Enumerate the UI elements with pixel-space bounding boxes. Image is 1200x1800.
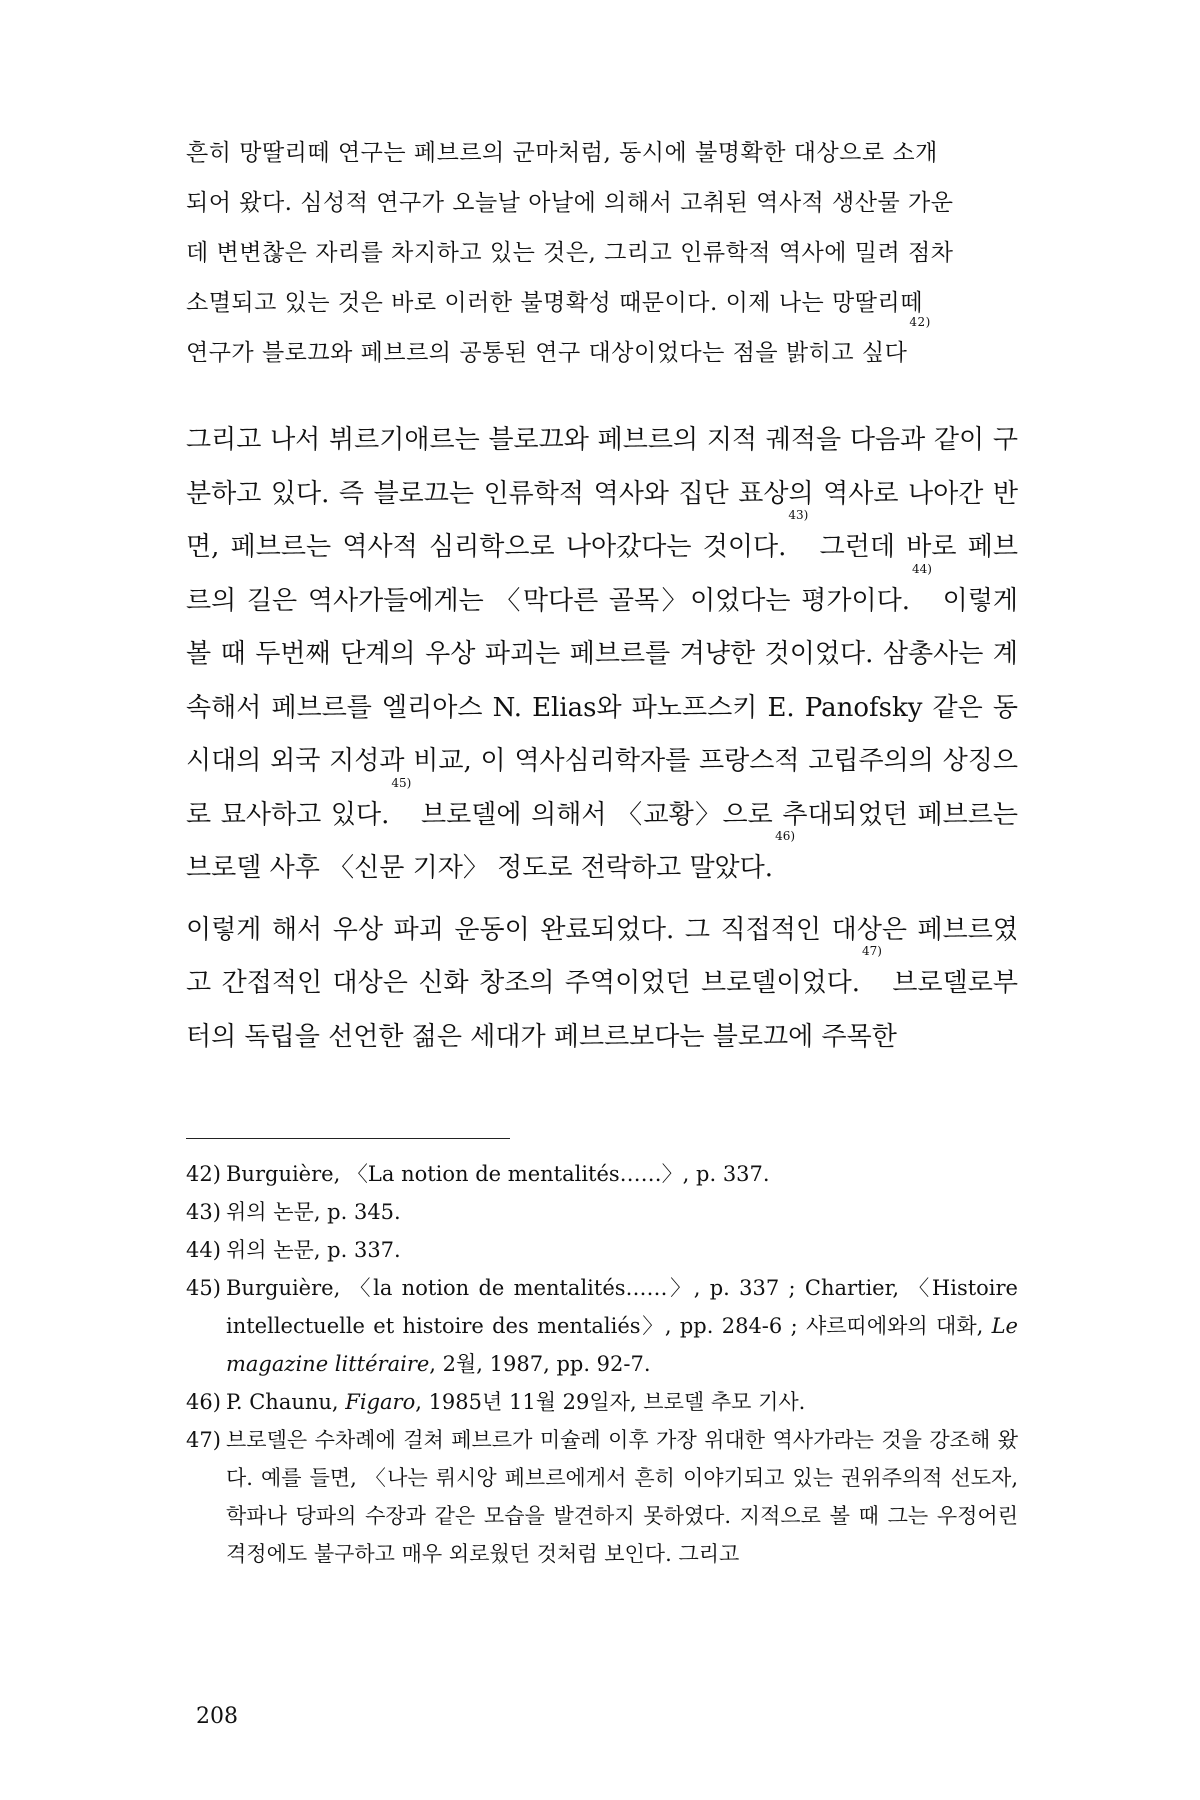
quote-line-text: 연구가 블로끄와 페브르의 공통된 연구 대상이었다는 점을 밝히고 싶다	[186, 340, 908, 366]
quote-line: 흔히 망딸리떼 연구는 페브르의 군마처럼, 동시에 불명확한 대상으로 소개	[186, 140, 938, 166]
footnote-text-part: Burguière, 〈la notion de mentalités……〉, p. 337 ; Chartier, 〈Histoire intellectuelle et histoire des mentaliés〉, pp. 284-6 ; 샤르띠에와의 대화,	[226, 1276, 1018, 1338]
footnote-ref: 45)	[391, 775, 412, 790]
footnote-number: 47)	[186, 1428, 221, 1452]
footnote-number: 42)	[186, 1162, 221, 1186]
footnote-ref: 43)	[788, 508, 809, 522]
paragraph	[186, 414, 1018, 896]
footnotes	[186, 1155, 1018, 1573]
footnote	[186, 1155, 1018, 1193]
footnote-ref: 47)	[861, 944, 882, 958]
quote-line: 되어 왔다. 심성적 연구가 오늘날 아날에 의해서 고취된 역사적 생산물 가운	[186, 190, 954, 216]
paragraph-text: 브로델에 의해서 〈교황〉으로 추대되었던 페브르는 브로델 사후 〈신문 기자〉 정도로 전락하고 말았다.	[186, 799, 1019, 883]
paragraph-text: 그런데 바로 페브르의 길은 역사가들에게는 〈막다른 골목〉이었다는 평가이다.	[186, 532, 1019, 616]
footnote-text: 위의 논문, p. 337.	[226, 1238, 401, 1262]
footnote-divider	[186, 1138, 510, 1139]
paragraph-text: 그리고 나서 뷔르기애르는 블로끄와 페브르의 지적 궤적을 다음과 같이 구분하고 있다. 즉 블로끄는 인류학적 역사와 집단 표상의 역사로 나아간 반면, 페브르는 역사적 심리학으로 나아갔다는 것이다.	[186, 425, 1018, 562]
paragraph-text: 이렇게 해서 우상 파괴 운동이 완료되었다. 그 직접적인 대상은 페브르였고 간접적인 대상은 신화 창조의 주역이었던 브로델이었다.	[186, 914, 1018, 998]
footnote-text-part: , 2월, 1987, pp. 92-7.	[429, 1352, 651, 1376]
publication-title: Figaro	[345, 1390, 416, 1414]
footnote-number: 45)	[186, 1276, 221, 1300]
footnote-text: Burguière, 〈La notion de mentalités……〉, p. 337.	[226, 1162, 770, 1186]
paragraph	[186, 904, 1018, 1065]
footnote-number: 43)	[186, 1200, 221, 1224]
footnote-number: 44)	[186, 1238, 221, 1262]
footnote	[186, 1231, 1018, 1269]
footnote	[186, 1193, 1018, 1231]
paragraph-text: 이렇게 볼 때 두번째 단계의 우상 파괴는 페브르를 겨냥한 것이었다. 삼총사는 계속해서 페브르를 엘리아스 N. Elias와 파노프스키 E. Panofsky 같은 동시대의 외국 지성과 비교, 이 역사심리학자를 프랑스적 고립주의의 상징으로 묘사하고 있다.	[186, 585, 1019, 830]
footnote	[186, 1269, 1018, 1383]
footnote	[186, 1421, 1018, 1573]
footnote-text	[226, 1269, 1018, 1383]
footnote-text-part: P. Chaunu,	[226, 1390, 339, 1414]
footnote-text-part: , 1985년 11월 29일자, 브로델 추모 기사.	[415, 1390, 806, 1414]
publication-title: Le magazine littéraire	[226, 1314, 1018, 1376]
paragraph-text: 브로델로부터의 독립을 선언한 젊은 세대가 페브르보다는 블로끄에 주목한	[186, 968, 1019, 1052]
quote-line: 데 변변찮은 자리를 차지하고 있는 것은, 그리고 인류학적 역사에 밀려 점차	[186, 240, 954, 266]
footnote-text	[226, 1383, 1018, 1421]
footnote-text: 위의 논문, p. 345.	[226, 1200, 401, 1224]
footnote-number: 46)	[186, 1390, 221, 1414]
footnote-text: 브로델은 수차례에 걸쳐 페브르가 미슐레 이후 가장 위대한 역사가라는 것을 강조해 왔다. 예를 들면, 〈나는 뤼시앙 페브르에게서 흔히 이야기되고 있는 권위주의적 선도자, 학파나 당파의 수장과 같은 모습을 발견하지 못하였다. 지적으로 볼 때 그는 우정어린 격정에도 불구하고 매우 외로웠던 것처럼 보인다. 그리고	[226, 1428, 1018, 1566]
block-quote	[186, 128, 1018, 378]
quote-line	[186, 315, 1018, 378]
footnote-ref: 46)	[775, 829, 796, 843]
footnote	[186, 1383, 1018, 1421]
footnote-ref: 42)	[909, 315, 931, 329]
footnote-ref: 44)	[911, 561, 932, 576]
quote-line: 소멸되고 있는 것은 바로 이러한 불명확성 때문이다. 이제 나는 망딸리떼	[186, 290, 923, 316]
main-text	[186, 128, 1018, 1064]
page-number: 208	[196, 1704, 238, 1729]
